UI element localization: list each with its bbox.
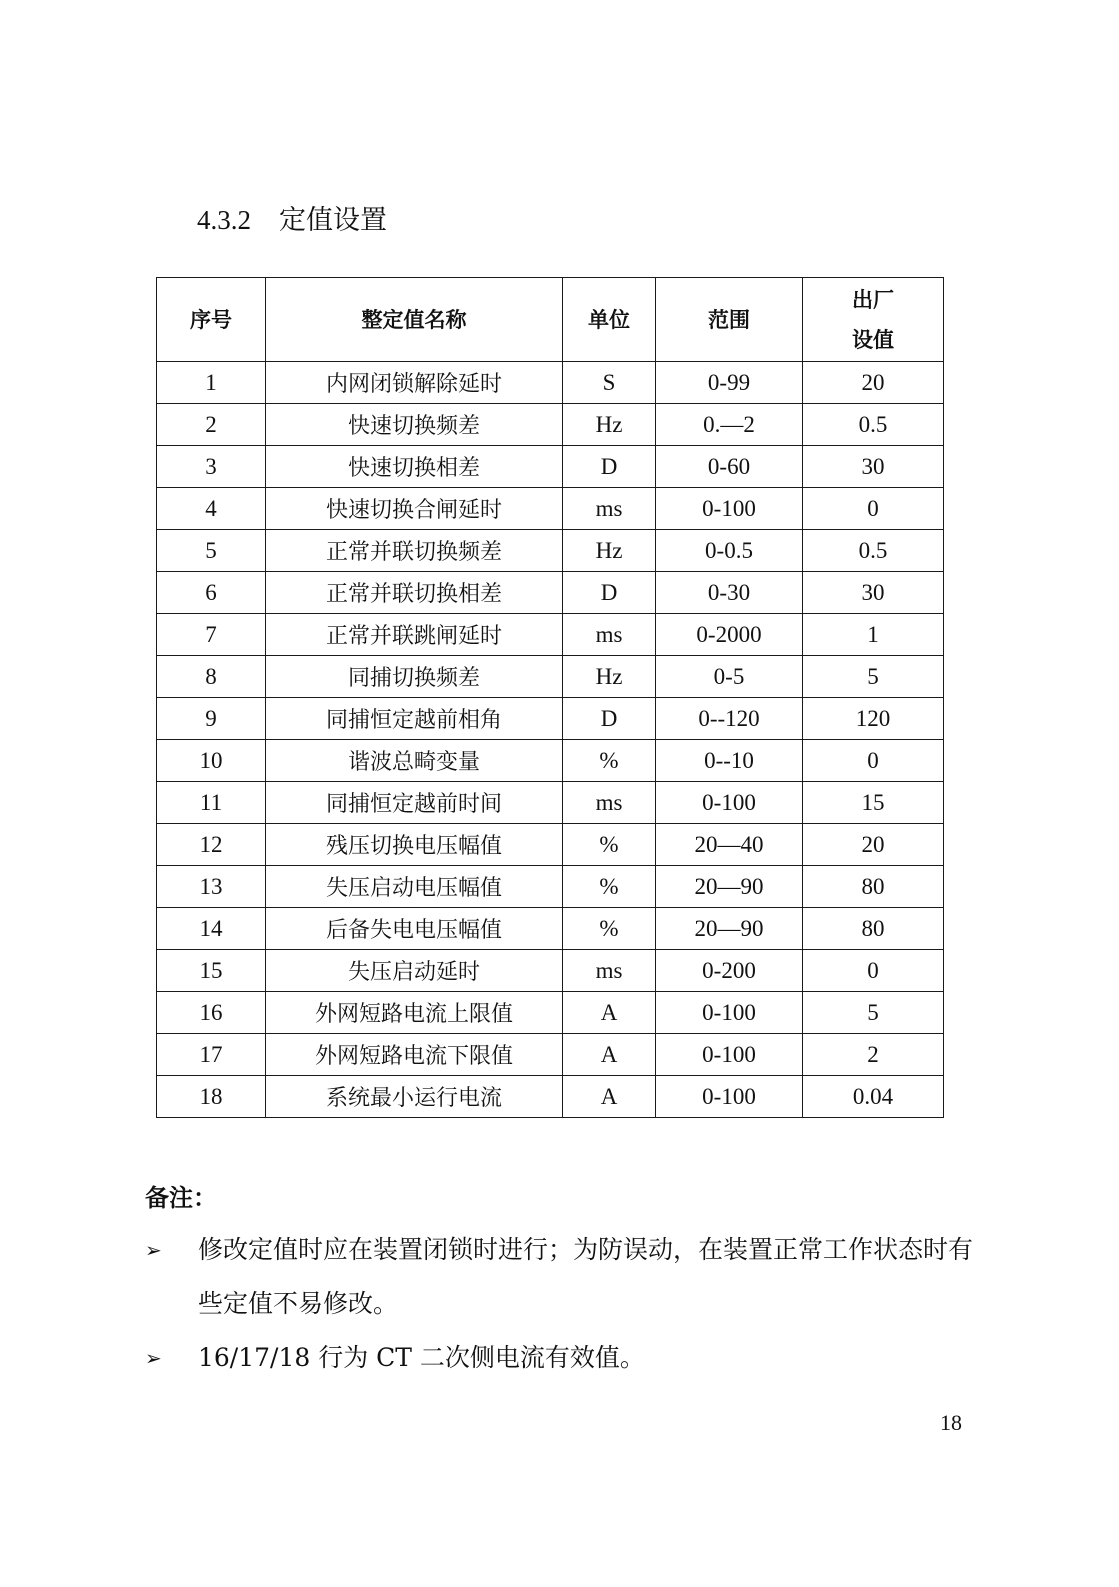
cell-name: 失压启动延时	[266, 950, 563, 992]
table-row	[157, 614, 944, 656]
cell-range: 0-100	[656, 488, 803, 530]
cell-range: 20—40	[656, 824, 803, 866]
cell-unit: ms	[563, 950, 656, 992]
cell-default: 20	[803, 362, 944, 404]
cell-name: 快速切换相差	[266, 446, 563, 488]
cell-range: 0--10	[656, 740, 803, 782]
cell-default: 0	[803, 950, 944, 992]
cell-name: 失压启动电压幅值	[266, 866, 563, 908]
cell-name: 谐波总畸变量	[266, 740, 563, 782]
header-default-line1: 出厂	[852, 287, 894, 312]
table-row	[157, 824, 944, 866]
cell-default: 30	[803, 572, 944, 614]
cell-default: 80	[803, 908, 944, 950]
table-row	[157, 572, 944, 614]
cell-index: 1	[157, 362, 266, 404]
cell-default: 80	[803, 866, 944, 908]
settings-table	[156, 277, 944, 1118]
cell-range: 0-200	[656, 950, 803, 992]
cell-unit: Hz	[563, 530, 656, 572]
cell-unit: D	[563, 446, 656, 488]
cell-range: 0-0.5	[656, 530, 803, 572]
note-text: 16/17/18 行为 CT 二次侧电流有效值。	[198, 1343, 645, 1372]
cell-name: 快速切换合闸延时	[266, 488, 563, 530]
table-row	[157, 446, 944, 488]
cell-unit: D	[563, 698, 656, 740]
cell-name: 后备失电电压幅值	[266, 908, 563, 950]
header-default	[803, 278, 944, 362]
cell-unit: ms	[563, 488, 656, 530]
cell-default: 0	[803, 488, 944, 530]
cell-index: 11	[157, 782, 266, 824]
cell-index: 6	[157, 572, 266, 614]
cell-name: 正常并联切换频差	[266, 530, 563, 572]
cell-range: 20—90	[656, 908, 803, 950]
cell-range: 0.—2	[656, 404, 803, 446]
cell-name: 外网短路电流下限值	[266, 1034, 563, 1076]
section-title: 定值设置	[279, 205, 387, 236]
cell-default: 0	[803, 740, 944, 782]
cell-default: 1	[803, 614, 944, 656]
cell-default: 30	[803, 446, 944, 488]
cell-name: 同捕切换频差	[266, 656, 563, 698]
table-row	[157, 656, 944, 698]
table-row	[157, 1034, 944, 1076]
cell-default: 0.5	[803, 404, 944, 446]
cell-range: 0-100	[656, 1034, 803, 1076]
cell-name: 正常并联跳闸延时	[266, 614, 563, 656]
section-heading	[197, 200, 387, 241]
table-body	[157, 362, 944, 1118]
cell-unit: S	[563, 362, 656, 404]
table-row	[157, 488, 944, 530]
cell-unit: ms	[563, 614, 656, 656]
cell-index: 9	[157, 698, 266, 740]
cell-index: 13	[157, 866, 266, 908]
cell-name: 内网闭锁解除延时	[266, 362, 563, 404]
cell-index: 4	[157, 488, 266, 530]
cell-name: 外网短路电流上限值	[266, 992, 563, 1034]
cell-index: 14	[157, 908, 266, 950]
cell-unit: %	[563, 866, 656, 908]
table-row	[157, 740, 944, 782]
note-item	[145, 1223, 975, 1331]
arrow-bullet-icon: ➢	[145, 1346, 162, 1370]
header-index: 序号	[157, 278, 266, 362]
table-row	[157, 992, 944, 1034]
header-unit: 单位	[563, 278, 656, 362]
cell-range: 0-2000	[656, 614, 803, 656]
table-row	[157, 908, 944, 950]
cell-index: 5	[157, 530, 266, 572]
cell-unit: %	[563, 740, 656, 782]
page-number: 18	[940, 1410, 962, 1435]
table-row	[157, 404, 944, 446]
cell-unit: Hz	[563, 404, 656, 446]
cell-unit: %	[563, 908, 656, 950]
cell-range: 20—90	[656, 866, 803, 908]
cell-range: 0-99	[656, 362, 803, 404]
cell-unit: %	[563, 824, 656, 866]
cell-index: 17	[157, 1034, 266, 1076]
table-row	[157, 1076, 944, 1118]
cell-index: 2	[157, 404, 266, 446]
table-row	[157, 530, 944, 572]
cell-name: 残压切换电压幅值	[266, 824, 563, 866]
cell-range: 0-5	[656, 656, 803, 698]
cell-range: 0-30	[656, 572, 803, 614]
cell-name: 系统最小运行电流	[266, 1076, 563, 1118]
cell-default: 20	[803, 824, 944, 866]
header-default-line2: 设值	[852, 327, 894, 352]
cell-default: 5	[803, 992, 944, 1034]
cell-default: 120	[803, 698, 944, 740]
cell-index: 12	[157, 824, 266, 866]
cell-unit: Hz	[563, 656, 656, 698]
cell-unit: A	[563, 992, 656, 1034]
cell-index: 10	[157, 740, 266, 782]
cell-name: 快速切换频差	[266, 404, 563, 446]
cell-unit: ms	[563, 782, 656, 824]
cell-name: 正常并联切换相差	[266, 572, 563, 614]
arrow-bullet-icon: ➢	[145, 1238, 162, 1262]
table-header-row	[157, 278, 944, 362]
header-range: 范围	[656, 278, 803, 362]
cell-name: 同捕恒定越前时间	[266, 782, 563, 824]
table-row	[157, 866, 944, 908]
cell-unit: A	[563, 1076, 656, 1118]
cell-index: 18	[157, 1076, 266, 1118]
note-item	[145, 1331, 975, 1385]
notes-title: 备注：	[145, 1184, 217, 1212]
table-row	[157, 362, 944, 404]
table-row	[157, 782, 944, 824]
cell-range: 0--120	[656, 698, 803, 740]
cell-unit: D	[563, 572, 656, 614]
cell-range: 0-100	[656, 782, 803, 824]
section-number: 4.3.2	[197, 205, 251, 235]
cell-index: 8	[157, 656, 266, 698]
cell-default: 5	[803, 656, 944, 698]
cell-index: 7	[157, 614, 266, 656]
cell-range: 0-100	[656, 1076, 803, 1118]
cell-default: 0.04	[803, 1076, 944, 1118]
cell-range: 0-100	[656, 992, 803, 1034]
note-text: 修改定值时应在装置闭锁时进行；为防误动，在装置正常工作状态时有些定值不易修改。	[198, 1235, 974, 1318]
cell-default: 0.5	[803, 530, 944, 572]
cell-default: 15	[803, 782, 944, 824]
cell-default: 2	[803, 1034, 944, 1076]
cell-name: 同捕恒定越前相角	[266, 698, 563, 740]
cell-index: 3	[157, 446, 266, 488]
cell-index: 16	[157, 992, 266, 1034]
table-row	[157, 950, 944, 992]
cell-index: 15	[157, 950, 266, 992]
cell-unit: A	[563, 1034, 656, 1076]
cell-range: 0-60	[656, 446, 803, 488]
table-row	[157, 698, 944, 740]
header-name: 整定值名称	[266, 278, 563, 362]
